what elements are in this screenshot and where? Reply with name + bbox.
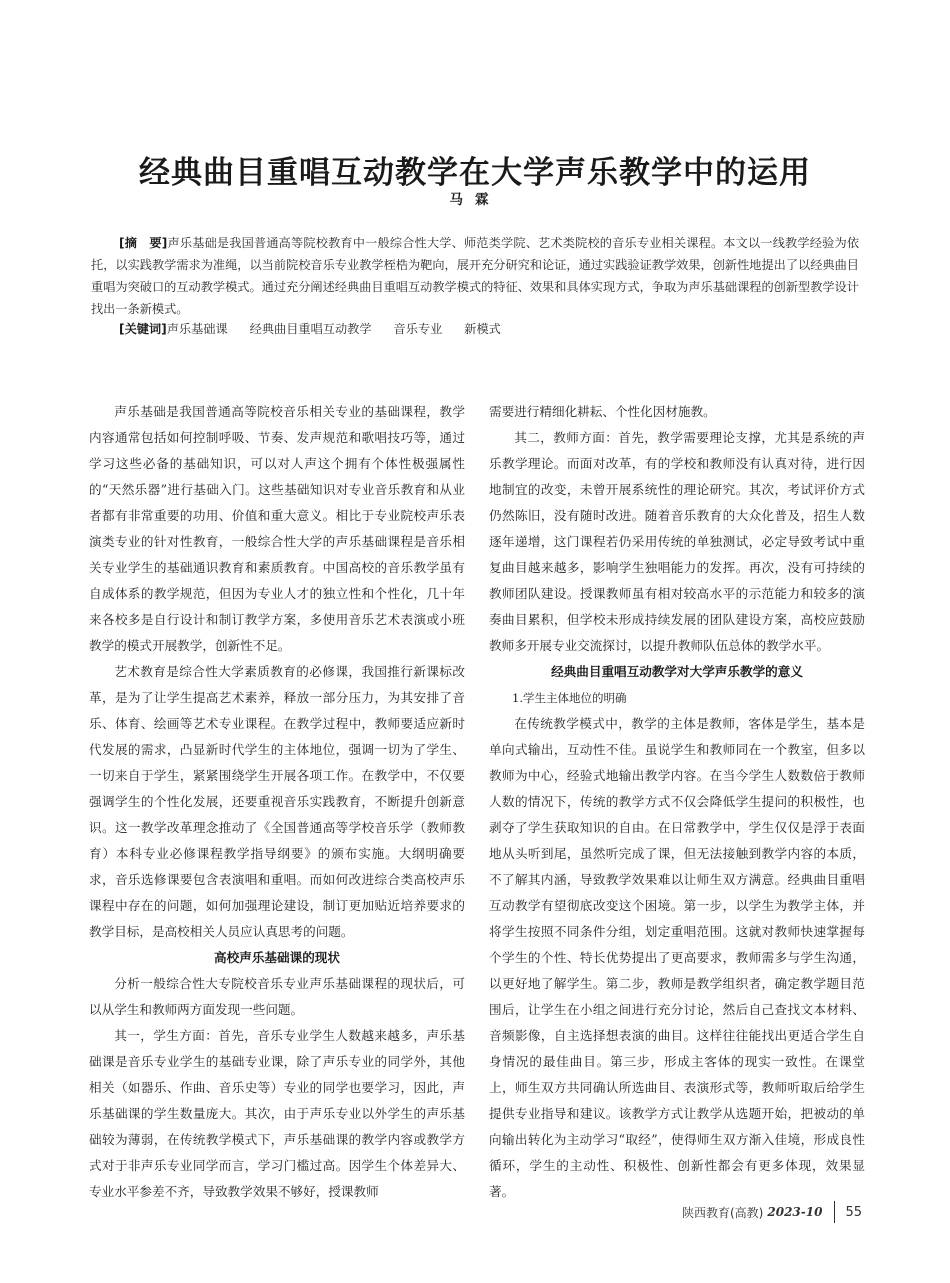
section-heading: 经典曲目重唱互动教学对大学声乐教学的意义 bbox=[551, 664, 803, 679]
keyword: 经典曲目重唱互动教学 bbox=[249, 322, 372, 336]
page-number: 55 bbox=[845, 1204, 862, 1220]
body-paragraph: 艺术教育是综合性大学素质教育的必修课，我国推行新课标改革，是为了让学生提高艺术素养，释放一部分压力，为其安排了音乐、体育、绘画等艺术专业课程。在教学过程中，教师要适应新时代发展的需求，凸显新时代学生的主体地位，强调一切为了学生、一切来自于学生，紧紧围绕学生开展各项工作。在教学中，不仅要强调学生的个性化发展，还要重视音乐实践教育，不断提升创新意识。这一教学改革理念推动了《全国普通高等学校音乐学（教师教育）本科专业必修课程教学指导纲要》的颁布实施。大纲明确要求，音乐选修课要包含表演唱和重唱。而如何改进综合类高校声乐课程中存在的问题，如何加强理论建设，制订更加贴近培养要求的教学目标，是高校相关人员应认真思考的问题。 bbox=[89, 664, 465, 939]
abstract bbox=[91, 232, 859, 320]
journal-name: 陕西教育(高教) bbox=[682, 1205, 764, 1220]
abstract-text: 声乐基础是我国普通高等院校教育中一般综合性大学、师范类学院、艺术类院校的音乐专业相关课程。本文以一线教学经验为依托，以实践教学需求为准绳，以当前院校音乐专业教学桎梏为靶向，展开充分研究和论证，通过实践验证教学效果，创新性地提出了以经典曲目重唱为突破口的互动教学模式。通过充分阐述经典曲目重唱互动教学模式的特征、效果和具体实现方式，争取为声乐基础课程的创新型教学设计找出一条新模式。 bbox=[91, 236, 860, 316]
body-paragraph: 其一，学生方面：首先，音乐专业学生人数越来越多，声乐基础课是音乐专业学生的基础专业课，除了声乐专业的同学外，其他相关（如器乐、作曲、音乐史等）专业的同学也要学习，因此，声乐基础课的学生数量庞大。其次，由于声乐专业以外学生的声乐基础较为薄弱，在传统教学模式下，声乐基础课的教学内容或教学方式对于非声乐专业同学而言，学习门槛过高。因学生个体差异大、专业水平参差不齐，导致教学效果不够好，授课教师 bbox=[89, 1028, 465, 1199]
section-heading: 高校声乐基础课的现状 bbox=[214, 950, 340, 965]
body-paragraph: 其二，教师方面：首先，教学需要理论支撑，尤其是系统的声乐教学理论。而面对改革，有的学校和教师没有认真对待，进行因地制宜的改变，未曾开展系统性的理论研究。其次，考试评价方式仍然陈旧，没有随时改进。随着音乐教育的大众化普及，招生人数逐年递增，这门课程若仍采用传统的单独测试，必定导致考试中重复曲目越来越多，影响学生独唱能力的发挥。再次，没有可持续的教师团队建设。授课教师虽有相对较高水平的示范能力和较多的演奏曲目累积，但学校未形成持续发展的团队建设方案，高校应鼓励教师多开展专业交流探讨，以提升教师队伍总体的教学水平。 bbox=[489, 430, 865, 653]
article-title: 经典曲目重唱互动教学在大学声乐教学中的运用 bbox=[139, 154, 811, 191]
page-footer bbox=[682, 1198, 862, 1226]
keyword: 音乐专业 bbox=[393, 322, 443, 336]
keywords bbox=[119, 318, 859, 340]
left-column bbox=[89, 399, 465, 1205]
right-column bbox=[489, 399, 865, 1205]
body-paragraph: 在传统教学模式中，教学的主体是教师，客体是学生，基本是单向式输出，互动性不佳。虽说学生和教师同在一个教室，但多以教师为中心，经验式地输出教学内容。在当今学生人数数倍于教师人数的情况下，传统的教学方式不仅会降低学生提问的积极性，也剥夺了学生获取知识的自由。在日常教学中，学生仅仅是浮于表面地从头听到尾，虽然听完成了课，但无法接触到教学内容的本质，不了解其内涵，导致教学效果难以让师生双方满意。经典曲目重唱互动教学有望彻底改变这个困境。第一步，以学生为教学主体，并将学生按照不同条件分组，划定重唱范围。这就对教师快速掌握每个学生的个性、特长优势提出了更高要求，教师需多与学生沟通，以更好地了解学生。第二步，教师是教学组织者，确定教学题目范围后，让学生在小组之间进行充分讨论，然后自己查找文本材料、音频影像，自主选择想表演的曲目。这样往往能找出更适合学生自身情况的最佳曲目。第三步，形成主客体的现实一致性。在课堂上，师生双方共同确认所选曲目、表演形式等，教师听取后给学生提供专业指导和建议。该教学方式让教学从选题开始，把被动的单向输出转化为主动学习“取经”，使得师生双方渐入佳境，形成良性循环，学生的主动性、积极性、创新性都会有更多体现，效果显著。 bbox=[489, 716, 865, 1199]
author-name: 马霖 bbox=[449, 192, 501, 208]
issue-number: 2023-10 bbox=[767, 1205, 823, 1219]
body-paragraph: 声乐基础是我国普通高等院校音乐相关专业的基础课程，教学内容通常包括如何控制呼吸、节奏、发声规范和歌唱技巧等，通过学习这些必备的基础知识，可以对人声这个拥有个体性极强属性的“天然乐器”进行基础入门。这些基础知识对专业音乐教育和从业者都有非常重要的功用、价值和重大意义。相比于专业院校声乐表演类专业的针对性教育，一般综合性大学的声乐基础课程是音乐相关专业学生的基础通识教育和素质教育。中国高校的音乐教学虽有自成体系的教学规范，但因为专业人才的独立性和个性化，几十年来各校多是自行设计和制订教学方案，多使用音乐艺术表演或小班教学的模式开展教学，创新性不足。 bbox=[89, 404, 465, 653]
keyword: 新模式 bbox=[464, 322, 501, 336]
subsection-heading: 1.学生主体地位的明确 bbox=[512, 691, 627, 705]
keywords-label: [关键词] bbox=[119, 322, 167, 336]
body-paragraph: 分析一般综合性大专院校音乐专业声乐基础课程的现状后，可以从学生和教师两方面发现一些问题。 bbox=[89, 976, 465, 1017]
footer-divider bbox=[834, 1201, 835, 1223]
abstract-label: [摘 要] bbox=[119, 236, 168, 250]
keyword: 声乐基础课 bbox=[166, 322, 228, 336]
body-paragraph: 需要进行精细化耕耘、个性化因材施教。 bbox=[489, 404, 716, 419]
